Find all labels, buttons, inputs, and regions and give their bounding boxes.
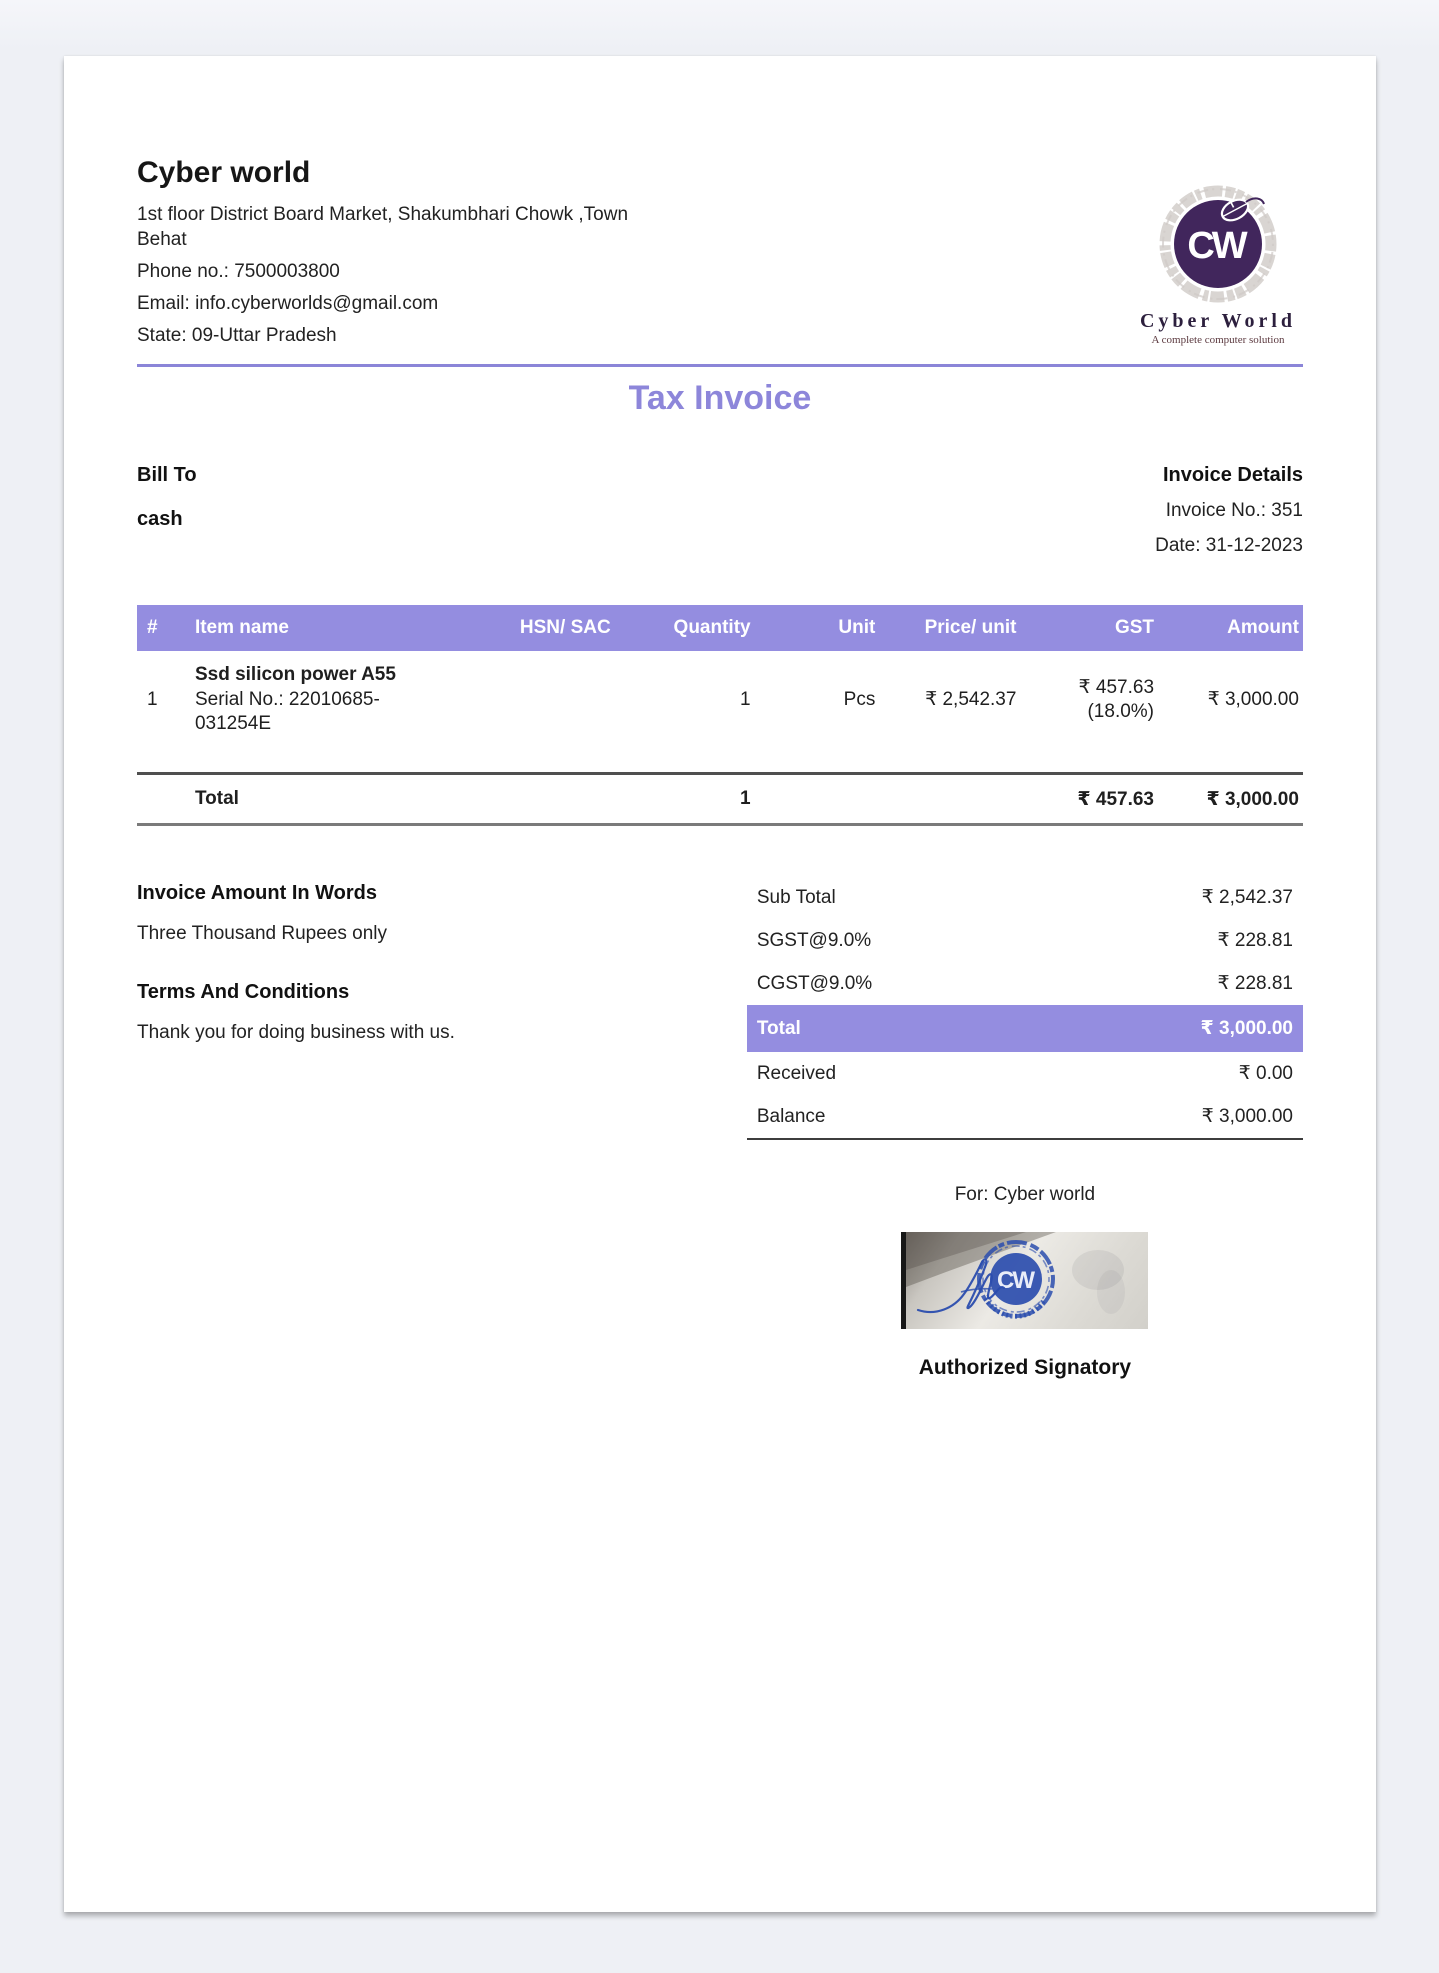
company-name: Cyber world (137, 156, 311, 189)
terms-value: Thank you for doing business with us. (137, 1022, 455, 1044)
col-header-unit: Unit (838, 617, 876, 639)
col-header-amount: Amount (1227, 617, 1299, 639)
items-table (137, 605, 1303, 826)
item-gst-percent: (18.0%) (1087, 700, 1155, 722)
invoice-number: Invoice No.: 351 (1165, 500, 1303, 522)
item-row (137, 651, 1303, 772)
item-amount: ₹ 3,000.00 (1207, 689, 1299, 711)
item-index: 1 (147, 688, 158, 710)
col-header-quantity: Quantity (673, 617, 751, 639)
summary-label: Total (756, 1017, 801, 1039)
stamp-signature-icon (906, 1232, 1148, 1329)
company-email: Email: info.cyberworlds@gmail.com (137, 293, 439, 315)
summary-row-received (747, 1052, 1303, 1095)
notes-column (137, 876, 673, 1380)
total-gst: ₹ 457.63 (1077, 788, 1155, 810)
summary-column (747, 876, 1303, 1380)
summary-label: Balance (756, 1105, 826, 1127)
items-table-header (137, 605, 1303, 651)
summary-value: ₹ 228.81 (1217, 930, 1293, 952)
summary-label: SGST@9.0% (756, 929, 872, 951)
col-header-hsn: HSN/ SAC (519, 617, 611, 639)
company-header (137, 156, 1303, 348)
invoice-details-block (1155, 464, 1303, 557)
summary-label: Sub Total (756, 886, 836, 908)
document-title: Tax Invoice (628, 379, 812, 418)
bill-to-label: Bill To (137, 464, 197, 487)
summary-row-total (747, 1005, 1303, 1052)
amount-in-words-value: Three Thousand Rupees only (137, 923, 387, 945)
logo-name: Cyber World (1139, 310, 1297, 332)
parties-section (137, 464, 1303, 557)
total-label: Total (194, 788, 239, 810)
company-info (137, 156, 1133, 348)
svg-text:CW: CW (1187, 225, 1245, 267)
summary-value: ₹ 3,000.00 (1201, 1106, 1293, 1128)
signature-area (747, 1184, 1303, 1380)
bottom-section (137, 876, 1303, 1380)
bill-to-block (137, 464, 197, 557)
company-state: State: 09-Uttar Pradesh (137, 325, 337, 347)
item-gst-amount: ₹ 457.63 (1078, 676, 1155, 698)
items-total-row (137, 772, 1303, 826)
summary-label: Received (756, 1062, 837, 1084)
col-header-item: Item name (194, 617, 289, 639)
invoice-date: Date: 31-12-2023 (1155, 535, 1303, 557)
item-quantity: 1 (740, 688, 751, 710)
summary-value: ₹ 0.00 (1238, 1063, 1293, 1085)
invoice-details-label: Invoice Details (1162, 464, 1303, 487)
amount-in-words-label: Invoice Amount In Words (137, 882, 378, 905)
company-address: 1st floor District Board Market, Shakumbhari Chowk ,Town Behat (137, 204, 629, 251)
col-header-price: Price/ unit (924, 617, 1017, 639)
company-logo (1133, 180, 1303, 346)
summary-label: CGST@9.0% (756, 972, 873, 994)
invoice-page (64, 56, 1376, 1912)
summary-row-sgst (747, 919, 1303, 962)
item-gst (1018, 676, 1156, 725)
col-header-gst: GST (1114, 617, 1155, 639)
invoice-content (64, 56, 1376, 1380)
summary-value: ₹ 2,542.37 (1201, 887, 1293, 909)
signature-for-text: For: Cyber world (954, 1184, 1096, 1206)
summary-value: ₹ 228.81 (1217, 973, 1293, 995)
header-divider (137, 364, 1303, 367)
col-header-index: # (147, 617, 158, 639)
logo-tagline: A complete computer solution (1151, 334, 1285, 346)
cw-logo-icon (1138, 180, 1298, 308)
summary-value: ₹ 3,000.00 (1200, 1018, 1293, 1040)
item-price: ₹ 2,542.37 (925, 689, 1017, 711)
authorized-signatory-label: Authorized Signatory (918, 1356, 1132, 1380)
item-description (193, 663, 481, 736)
terms-label: Terms And Conditions (137, 981, 350, 1004)
item-unit: Pcs (843, 688, 876, 710)
company-phone: Phone no.: 7500003800 (137, 261, 340, 283)
total-amount: ₹ 3,000.00 (1206, 788, 1299, 810)
summary-row-balance (747, 1095, 1303, 1140)
total-quantity: 1 (740, 788, 751, 810)
item-serial-line1: Serial No.: 22010685- (194, 688, 380, 710)
svg-text:CW: CW (997, 1267, 1034, 1295)
summary-row-cgst (747, 962, 1303, 1005)
item-name: Ssd silicon power A55 (194, 664, 396, 686)
bill-to-name: cash (137, 508, 183, 531)
summary-row-subtotal (747, 876, 1303, 919)
signature-stamp-image (901, 1232, 1148, 1329)
item-serial-line2: 031254E (194, 713, 272, 735)
